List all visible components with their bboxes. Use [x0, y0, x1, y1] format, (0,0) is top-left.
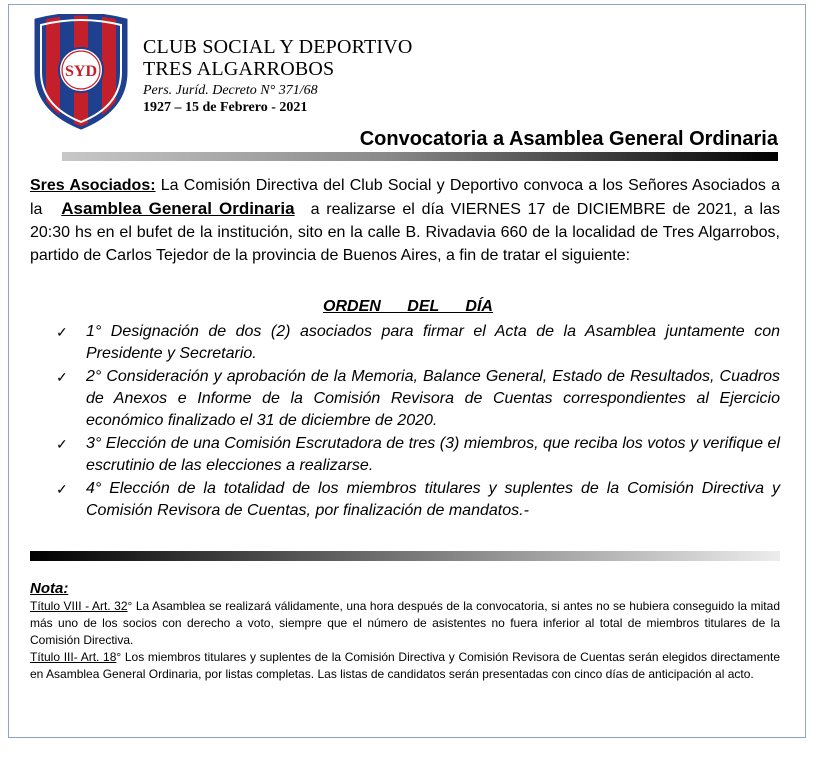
legal-registration: Pers. Juríd. Decreto N° 371/68 [143, 83, 318, 98]
nota-article-text: ° La Asamblea se realizará válidamente, una hora después de la convocatoria, si antes no se hubiera conseguido la mitad más uno de los socios con derecho a voto, siempre que el número de asistentes no fuera inferior al total de miembros titulares de la Comisión Directiva. [30, 599, 780, 647]
divider-bottom [30, 551, 780, 561]
agenda-item-text: 2° Consideración y aprobación de la Memoria, Balance General, Estado de Resultados, Cuadros de Anexos e Informe de la Comisión Revisora de Cuentas correspondientes al Ejercicio económico finalizado el 31 de diciembre de 2020. [86, 368, 780, 429]
nota-section [30, 580, 780, 683]
check-icon: ✓ [56, 481, 68, 497]
check-icon: ✓ [56, 369, 68, 385]
agenda-item-text: 3° Elección de una Comisión Escrutadora de tres (3) miembros, que reciba los votos y verifique el escrutinio de las elecciones a realizarse. [86, 435, 780, 474]
nota-paragraph [30, 598, 780, 649]
agenda-list [56, 321, 780, 523]
club-crest-logo [30, 14, 132, 132]
club-name-line2: TRES ALGARROBOS [143, 58, 335, 80]
nota-article-text: ° Los miembros titulares y suplentes de la Comisión Directiva y Comisión Revisora de Cuentas serán elegidos directamente en Asamblea General Ordinaria, por listas completas. Las listas de candidatos serán presentadas con cinco días de anticipación al acto. [30, 650, 780, 681]
check-icon: ✓ [56, 436, 68, 452]
agenda-item-text: 1° Designación de dos (2) asociados para firmar el Acta de la Asamblea juntamente con Presidente y Secretario. [86, 323, 780, 362]
page-title: Convocatoria a Asamblea General Ordinaria [359, 128, 778, 150]
divider-top [62, 152, 778, 161]
agenda-item [56, 478, 780, 522]
orden-del-dia-title: ORDEN DEL DÍA [323, 298, 493, 315]
agenda-item [56, 366, 780, 432]
anniversary-dates: 1927 – 15 de Febrero - 2021 [143, 100, 308, 115]
club-name-line1: CLUB SOCIAL Y DEPORTIVO [143, 36, 413, 58]
nota-label: Nota: [30, 580, 69, 597]
nota-paragraph [30, 649, 780, 683]
nota-article-ref: Título III- Art. 18 [30, 650, 117, 664]
club-name [143, 36, 413, 80]
agenda-item [56, 433, 780, 477]
nota-article-ref: Título VIII - Art. 32 [30, 599, 128, 613]
check-icon: ✓ [56, 324, 68, 340]
intro-text-part2: a realizarse el día VIERNES 17 de DICIEMBRE de 2021, a las 20:30 hs en el bufet de la institución, sito en la calle B. Rivadavia 660 de la localidad de Tres Algarrobos, partido de Carlos Tejedor de la provincia de Buenos Aires, a fin de tratar el siguiente: [30, 201, 780, 264]
assembly-emphasis: Asamblea General Ordinaria [61, 199, 295, 218]
agenda-item [56, 321, 780, 365]
intro-text-part1: La Comisión Directiva del Club Social y Deportivo convoca a los Señores Asociados a la [30, 177, 780, 218]
intro-paragraph [30, 174, 780, 267]
salutation: Sres Asociados: [30, 177, 156, 194]
svg-text:SYD: SYD [64, 63, 98, 80]
agenda-item-text: 4° Elección de la totalidad de los miembros titulares y suplentes de la Comisión Directiva y Comisión Revisora de Cuentas, por finalización de mandatos.- [86, 480, 780, 519]
